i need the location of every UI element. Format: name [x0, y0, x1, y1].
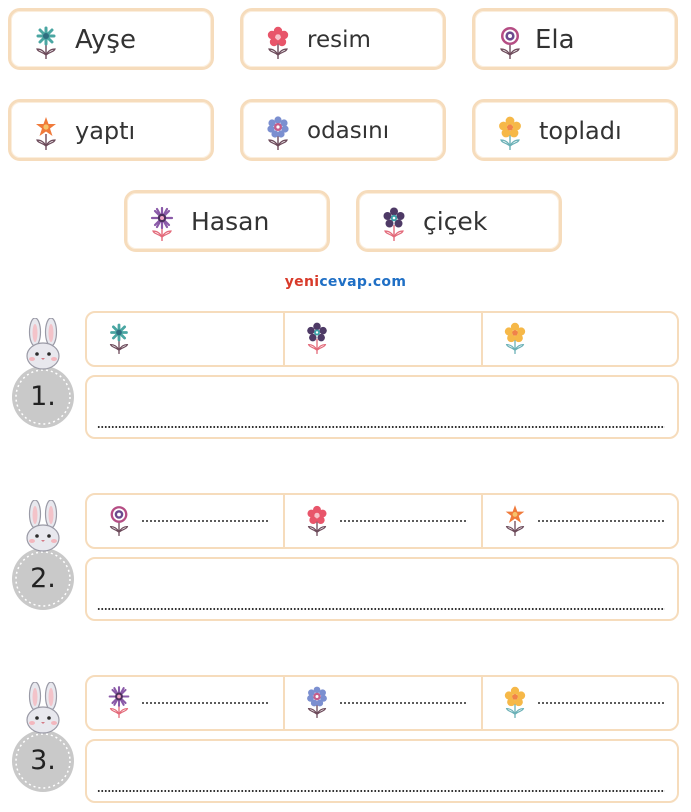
orange-star-flower-icon [501, 503, 529, 539]
blue-dotted-flower-icon [263, 116, 293, 152]
yellow-flower-icon [501, 321, 529, 357]
word-label: Ayşe [75, 25, 136, 55]
word-label: odasını [307, 118, 390, 144]
flower-cell [481, 677, 679, 729]
orange-star-flower-icon [31, 116, 61, 152]
flower-cell [481, 495, 679, 547]
word-label: Ela [535, 25, 575, 55]
pink-flower-icon [263, 25, 293, 61]
watermark-part1: yeni [284, 274, 320, 290]
blank-line[interactable] [339, 701, 467, 705]
exercise-number: 2. [30, 563, 56, 594]
dark-purple-flower-icon [379, 207, 409, 243]
word-label: çiçek [423, 207, 488, 236]
purple-ring-flower-icon [105, 503, 133, 539]
bunny-number-badge [10, 682, 76, 792]
exercise-row [85, 493, 679, 549]
flower-cell [283, 677, 481, 729]
dark-purple-flower-icon [303, 321, 331, 357]
yellow-flower-icon [501, 685, 529, 721]
word-card [472, 99, 678, 161]
yellow-flower-icon [495, 116, 525, 152]
purple-sunflower-icon [105, 685, 133, 721]
exercise-number: 1. [30, 381, 56, 412]
teal-daisy-icon [31, 25, 61, 61]
flower-cell [87, 495, 285, 547]
word-label: resim [307, 27, 371, 53]
word-card [124, 190, 330, 252]
flower-cell [87, 313, 285, 365]
word-card [8, 99, 214, 161]
dotted-answer-line [97, 425, 665, 429]
exercise-number: 3. [30, 745, 56, 776]
blue-dotted-flower-icon [303, 685, 331, 721]
exercise-row [85, 311, 679, 367]
word-card [8, 8, 214, 70]
blank-line[interactable] [141, 701, 269, 705]
flower-cell [283, 495, 481, 547]
word-card [472, 8, 678, 70]
teal-daisy-icon [105, 321, 133, 357]
word-label: Hasan [191, 207, 270, 236]
word-label: topladı [539, 117, 622, 145]
flower-cell [481, 313, 679, 365]
sentence-answer-box[interactable] [85, 375, 679, 439]
flower-cell [87, 677, 285, 729]
bunny-number-badge [10, 500, 76, 610]
blank-line[interactable] [537, 701, 665, 705]
blank-line[interactable] [537, 519, 665, 523]
bunny-number-badge [10, 318, 76, 428]
blank-line[interactable] [339, 519, 467, 523]
watermark [0, 274, 691, 290]
word-card [240, 99, 446, 161]
dotted-answer-line [97, 607, 665, 611]
exercise-row [85, 675, 679, 731]
purple-ring-flower-icon [495, 25, 525, 61]
purple-sunflower-icon [147, 207, 177, 243]
word-label: yaptı [75, 117, 136, 145]
watermark-part2: cevap.com [319, 274, 407, 290]
word-card [240, 8, 446, 70]
word-card [356, 190, 562, 252]
flower-cell [283, 313, 481, 365]
dotted-answer-line [97, 789, 665, 793]
blank-line[interactable] [141, 519, 269, 523]
pink-flower-icon [303, 503, 331, 539]
sentence-answer-box[interactable] [85, 557, 679, 621]
sentence-answer-box[interactable] [85, 739, 679, 803]
